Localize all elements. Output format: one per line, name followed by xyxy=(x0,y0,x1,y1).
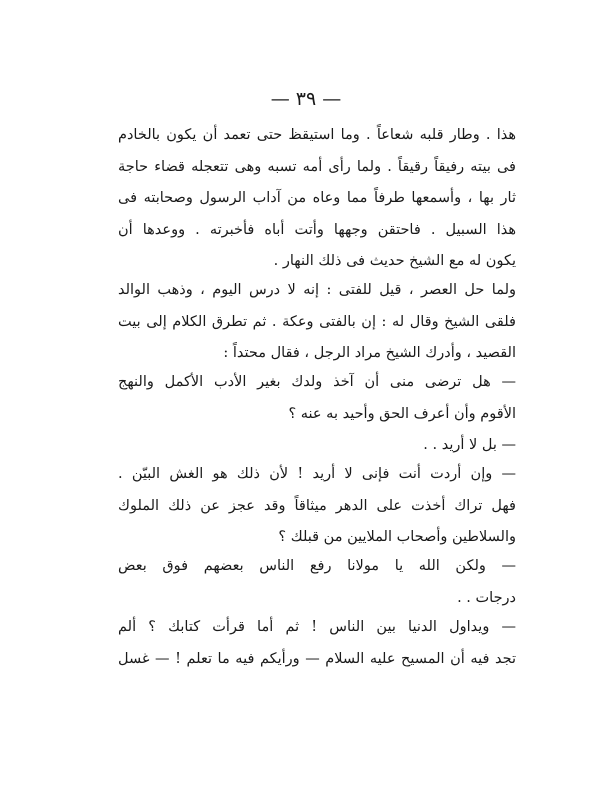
text-line: الأقوم وأن أعرف الحق وأحيد به عنه ؟ xyxy=(288,405,516,422)
text-line: فهل تراك أخذت على الدهر ميثاقاً وقد عجز عن ذلك الملوك xyxy=(118,497,516,514)
paragraph-6 xyxy=(118,551,516,614)
paragraph-2 xyxy=(118,275,516,370)
text-line: تجد فيه أن المسيح عليه السلام — ورأيكم فيه ما تعلم ! — غسل xyxy=(118,650,516,667)
text-line: — بل لا أريد . . xyxy=(423,437,516,453)
paragraph-7 xyxy=(118,612,516,675)
text-line: هذا السبيل . فاحتقن وجهها وأتت أباه فأخبرته . ووعدها أن xyxy=(118,221,516,238)
text-line: ثار بها ، وأسمعها طرفاً مما وعاه من آداب الرسول وصحابته فى xyxy=(118,190,516,206)
text-line: — هل ترضى منى أن آخذ ولدك بغير الأدب الأكمل والنهج xyxy=(118,374,516,390)
paragraph-5 xyxy=(118,459,516,554)
paragraph-1 xyxy=(118,120,516,278)
text-line: — ويداول الدنيا بين الناس ! ثم أما قرأت كتابك ؟ ألم xyxy=(118,619,516,635)
page-number: — ٣٩ — xyxy=(270,88,342,110)
text-line: يكون له مع الشيخ حديث فى ذلك النهار . xyxy=(273,253,516,269)
paragraph-3 xyxy=(118,367,516,430)
text-line: درجات . . xyxy=(457,589,516,606)
text-line: — ولكن الله يا مولانا رفع الناس بعضهم فوق بعض xyxy=(118,558,516,574)
text-line: ولما حل العصر ، قيل للفتى : إنه لا درس اليوم ، وذهب الوالد xyxy=(118,282,516,298)
text-line: — وإن أردت أنت فإنى لا أريد ! لأن ذلك هو الغش البيّن . xyxy=(118,466,516,482)
text-line: القصيد ، وأدرك الشيخ مراد الرجل ، فقال محتداً : xyxy=(223,345,516,361)
text-line: هذا . وطار قلبه شعاعاً . وما استيقظ حتى تعمد أن يكون بالخادم xyxy=(118,127,516,143)
text-line: والسلاطين وأصحاب الملايين من قبلك ؟ xyxy=(278,529,516,545)
paragraph-4 xyxy=(118,430,516,462)
text-line: فى بيته رفيقاً رقيقاً . ولما رأى أمه تسبه وهى تتعجله قضاء حاجة xyxy=(118,158,516,175)
text-line: فلقى الشيخ وقال له : إن بالفتى وعكة . ثم تطرق الكلام إلى بيت xyxy=(118,313,516,330)
